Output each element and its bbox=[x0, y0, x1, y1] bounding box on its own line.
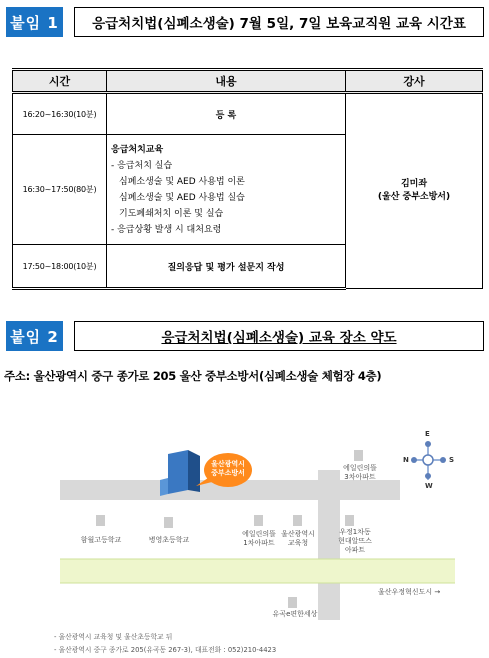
row-time: 16:30~17:50(80분) bbox=[13, 135, 107, 245]
landmark-apt-right bbox=[330, 528, 380, 555]
content-line: - 응급상황 발생 시 대처요령 bbox=[111, 224, 222, 235]
target-label-1: 울산광역시 bbox=[211, 460, 245, 468]
content-heading: 응급처치교육 bbox=[111, 144, 164, 155]
target-building-icon bbox=[160, 450, 200, 496]
content-line: 기도폐쇄처치 이론 및 실습 bbox=[119, 208, 224, 219]
main-road bbox=[60, 559, 455, 583]
table-header-row bbox=[13, 70, 483, 93]
landmark-school-1: 함월고등학교 bbox=[80, 536, 122, 544]
landmark-office-2: 교육청 bbox=[287, 539, 309, 547]
row-time: 16:20~16:30(10분) bbox=[13, 93, 107, 135]
row-content bbox=[107, 135, 346, 245]
landmark-apt-right-2: 현대알뜨스 bbox=[338, 537, 372, 545]
landmark-apt-mid-1: 에일린의뜰 bbox=[242, 530, 276, 538]
compass-s: S bbox=[449, 456, 455, 464]
landmark-school-2: 병영초등학교 bbox=[148, 536, 190, 544]
attachment-2-tag: 붙임 2 bbox=[6, 321, 63, 351]
building-icon bbox=[254, 515, 263, 526]
target-label bbox=[206, 460, 250, 478]
landmark-apt-top bbox=[338, 464, 382, 482]
header-time: 시간 bbox=[13, 70, 107, 93]
schedule-table bbox=[12, 68, 483, 290]
landmark-apt-right-1: 우정1차동 bbox=[339, 528, 371, 536]
map-note-2: - 울산광역시 중구 종가로 205(유곡동 267-3), 대표전화 : 052)210-4423 bbox=[54, 646, 277, 654]
section1-title-text: 응급처치법(심폐소생술) 7월 5일, 7일 보육교직원 교육 시간표 bbox=[92, 16, 466, 32]
building-icon bbox=[288, 597, 297, 608]
compass-w: W bbox=[425, 482, 433, 490]
instructor-name: 김미좌 bbox=[400, 179, 428, 189]
landmark-apt-right-3: 아파트 bbox=[344, 546, 366, 554]
landmark-apt-mid-2: 1차아파트 bbox=[243, 539, 275, 547]
content-line: 심폐소생술 및 AED 사용법 실습 bbox=[119, 192, 245, 203]
row-content: 질의응답 및 평가 설문지 작성 bbox=[107, 245, 346, 289]
section2-title-text: 응급처치법(심폐소생술) 교육 장소 약도 bbox=[161, 330, 397, 346]
building-icon bbox=[164, 517, 173, 528]
landmark-bottom: 유곡e편한세상 bbox=[272, 610, 318, 618]
building-icon bbox=[293, 515, 302, 526]
location-map bbox=[0, 420, 489, 658]
map-note-1: - 울산광역시 교육청 및 울산초등학교 뒤 bbox=[54, 633, 173, 641]
instructor-cell bbox=[346, 93, 483, 289]
section1-title bbox=[74, 7, 484, 37]
attachment-1-tag: 붙임 1 bbox=[6, 7, 63, 37]
building-icon bbox=[345, 515, 354, 526]
header-content: 내용 bbox=[107, 70, 346, 93]
landmark-office-1: 울산광역시 bbox=[281, 530, 315, 538]
compass-icon bbox=[411, 441, 446, 480]
target-label-2: 중부소방서 bbox=[211, 469, 245, 477]
table-row bbox=[13, 93, 483, 135]
landmark-apt-top-2: 3차아파트 bbox=[344, 473, 376, 481]
content-line: 심폐소생술 및 AED 사용법 이론 bbox=[119, 176, 245, 187]
row-time: 17:50~18:00(10분) bbox=[13, 245, 107, 289]
row-content: 등 록 bbox=[107, 93, 346, 135]
instructor-org: (울산 중부소방서) bbox=[377, 192, 451, 202]
landmark-office bbox=[276, 530, 320, 548]
building-icon bbox=[96, 515, 105, 526]
content-line: - 응급처치 실습 bbox=[111, 160, 173, 171]
road-direction-label: 울산우정혁신도시 → bbox=[378, 588, 441, 596]
building-icon bbox=[354, 450, 363, 461]
header-instructor: 강사 bbox=[346, 70, 483, 93]
compass-n: N bbox=[403, 456, 409, 464]
compass-e: E bbox=[425, 430, 430, 438]
landmark-apt-top-1: 에일린의뜰 bbox=[343, 464, 377, 472]
section2-title bbox=[74, 321, 484, 351]
address-line: 주소: 울산광역시 중구 종가로 205 울산 중부소방서(심폐소생술 체험장 4층) bbox=[4, 369, 382, 383]
